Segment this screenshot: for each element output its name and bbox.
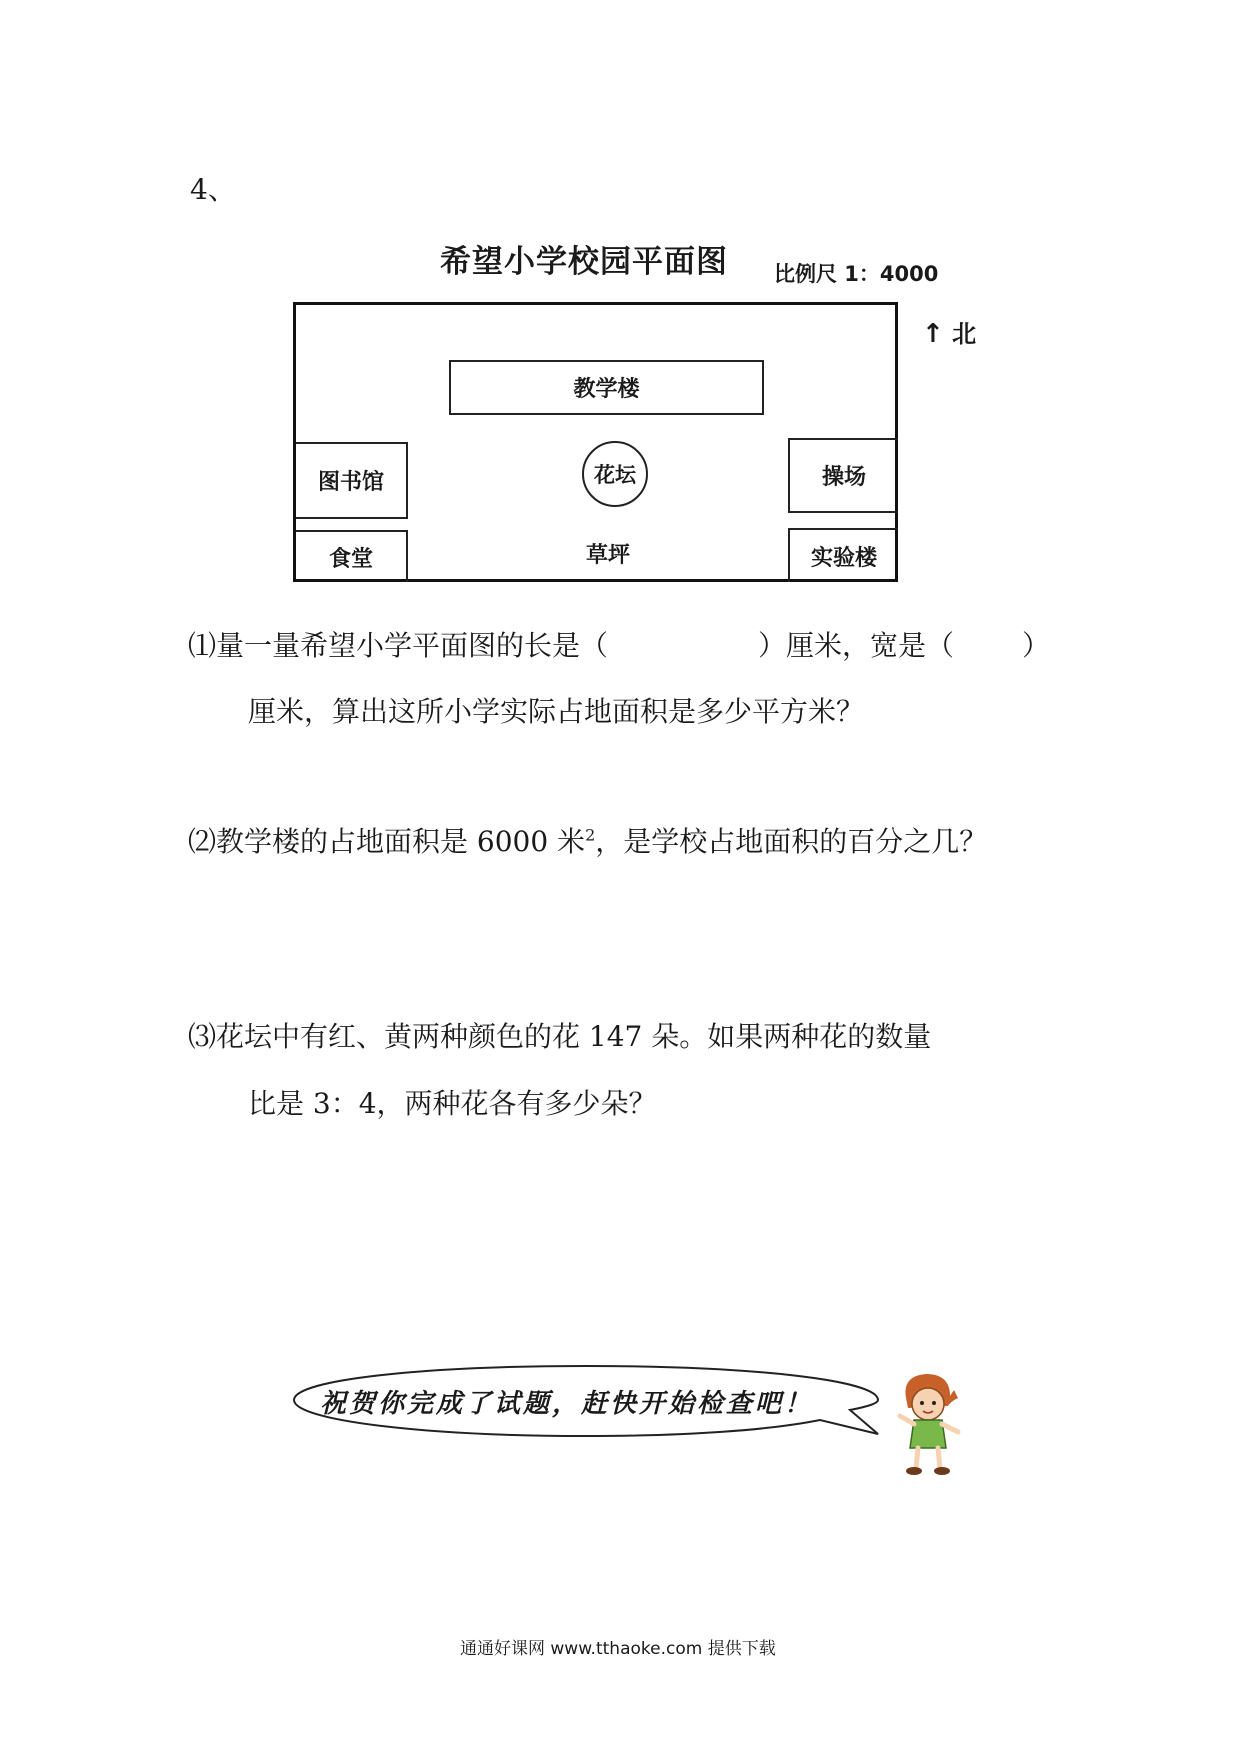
question-2 [188,820,987,860]
flower-bed: 花坛 [582,441,648,507]
q1-text-end: ） [1022,629,1051,662]
q1-text-start: ⑴量一量希望小学平面图的长是（ [188,629,609,662]
campus-map [293,302,898,582]
question-3-line-2: 比是 3：4，两种花各有多少朵？ [248,1087,657,1120]
question-3-line-1: ⑶花坛中有红、黄两种颜色的花 147 朵。如果两种花的数量 [188,1020,932,1053]
map-scale: 比例尺 1：4000 [774,262,939,286]
north-label: 北 [952,320,977,348]
q1-text-mid: ）厘米，宽是（ [758,629,955,662]
north-indicator [922,314,976,349]
north-arrow-icon: ↑ [922,319,944,349]
question-1-line-2: 厘米，算出这所小学实际占地面积是多少平方米？ [248,695,865,728]
map-title: 希望小学校园平面图 [440,244,728,280]
lab-building: 实验楼 [788,528,898,582]
cartoon-girl-icon [888,1368,968,1478]
lawn: 草坪 [586,543,631,568]
footer: 通通好课网 www.tthaoke.com 提供下载 [460,1639,776,1659]
q2-superscript: 2 [585,825,596,845]
playground: 操场 [788,438,898,513]
library: 图书馆 [296,442,408,519]
question-number: 4、 [190,173,236,206]
teaching-building: 教学楼 [449,360,764,415]
question-1-line-1 [188,624,1050,664]
speech-bubble-text: 祝贺你完成了试题，赶快开始检查吧！ [320,1389,814,1419]
canteen: 食堂 [296,530,408,582]
q2-text-end: ，是学校占地面积的百分之几？ [595,825,988,858]
q2-text-start: ⑵教学楼的占地面积是 6000 米 [188,825,586,858]
